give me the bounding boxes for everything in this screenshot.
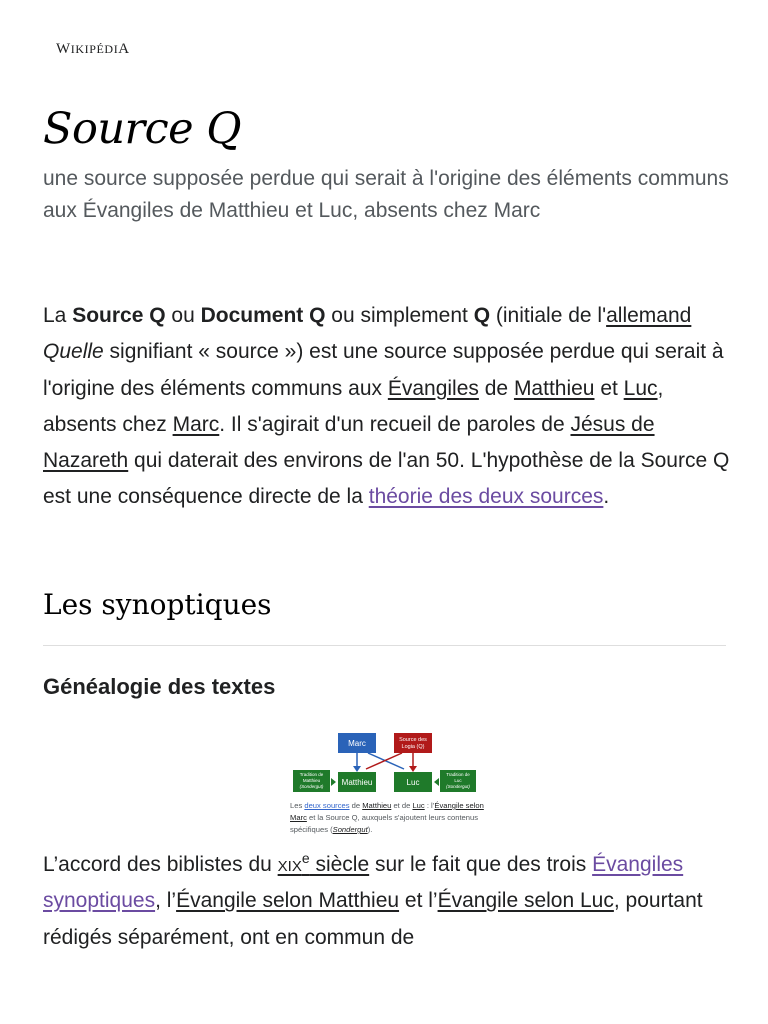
logo-letter-w: W xyxy=(56,41,71,57)
siecle-superscript: e xyxy=(301,850,310,866)
diagram-label-luc: Luc xyxy=(406,778,420,787)
caption-link-matthieu[interactable]: Matthieu xyxy=(362,801,392,810)
wikipedia-logo[interactable] xyxy=(56,41,130,58)
page-subtitle: une source supposée perdue qui serait à l'origine des éléments communs aux Évangiles de Matthieu et Luc, absents chez Marc xyxy=(43,167,729,222)
two-source-diagram-figure[interactable] xyxy=(290,731,484,836)
link-evangiles[interactable]: Évangiles xyxy=(387,376,479,400)
bold-source-q: Source Q xyxy=(72,304,166,327)
diagram-label-trad-m2: Matthieu xyxy=(302,778,321,783)
link-marc[interactable]: Marc xyxy=(172,412,220,436)
diagram-label-trad-m3: (Sondergut) xyxy=(299,784,324,789)
arrowhead-trad-luc xyxy=(434,778,439,786)
arrowhead-trad-matthieu xyxy=(331,778,336,786)
diagram-label-trad-l2: Luc xyxy=(454,778,462,783)
link-jesus-de-nazareth[interactable]: Jésus de Nazareth xyxy=(43,412,655,473)
two-source-diagram[interactable] xyxy=(290,731,478,797)
logo-letters-middle: IKIPÉDI xyxy=(70,42,119,56)
link-xixe-siecle[interactable] xyxy=(277,850,370,876)
section-heading-synoptiques[interactable]: Les synoptiques xyxy=(43,588,272,621)
synoptiques-paragraph: L’accord des biblistes du xix$^e$ siècle sur le fait que des trois Évangiles synoptiques, l’Évangile selon Matthieu et l’Évangile selon Luc, pourtant rédigés séparément, ont en commun de xyxy=(43,850,703,949)
link-evangiles-synoptiques[interactable]: Évangiles synoptiques xyxy=(43,853,684,913)
siecle-word: siècle xyxy=(309,853,370,876)
bold-q: Q xyxy=(473,304,491,327)
italic-quelle: Quelle xyxy=(43,340,104,364)
caption-link-luc[interactable]: Luc xyxy=(412,801,425,810)
link-theorie-des-deux-sources[interactable]: théorie des deux sources xyxy=(368,485,604,509)
figure-caption: Les deux sources de Matthieu et de Luc : l’Évangile selon Marc et la Source Q, auxquels s'ajoutent leurs contenus spécifiques (Sondergut). xyxy=(290,801,484,834)
siecle-roman-numeral: xix xyxy=(277,853,302,876)
diagram-label-source-2: Logia (Q) xyxy=(401,744,425,750)
link-evangile-selon-matthieu[interactable]: Évangile selon Matthieu xyxy=(176,889,400,913)
caption-link-deux-sources[interactable]: deux sources xyxy=(304,801,350,810)
subsection-heading-genealogie: Généalogie des textes xyxy=(43,674,276,699)
link-matthieu[interactable]: Matthieu xyxy=(513,376,595,400)
diagram-box-source xyxy=(394,733,432,753)
diagram-label-trad-l3: (Sondergut) xyxy=(446,784,470,789)
link-allemand[interactable]: allemand xyxy=(606,304,692,327)
arrow-source-matthieu xyxy=(366,753,402,769)
arrowhead-marc-matthieu xyxy=(353,766,361,772)
intro-paragraph: La Source Q ou Document Q ou simplement Q (initiale de l'allemand Quelle signifiant « source ») est une source supposée perdue qui serait à l'origine des éléments communs aux Évangiles de Matthieu et Luc, absents chez Marc. Il s'agirait d'un recueil de paroles de Jésus de Nazareth qui daterait des environs de l'an 50. L'hypothèse de la Source Q est une conséquence directe de la théorie des deux sources. xyxy=(43,304,730,509)
diagram-label-trad-l1: Tradition de xyxy=(446,772,470,777)
link-luc[interactable]: Luc xyxy=(623,376,658,400)
arrow-marc-luc xyxy=(368,753,404,769)
bold-document-q: Document Q xyxy=(200,304,326,327)
link-evangile-selon-luc[interactable]: Évangile selon Luc xyxy=(437,889,614,913)
diagram-label-marc: Marc xyxy=(348,739,366,748)
caption-link-sondergut[interactable]: Sondergut xyxy=(332,825,368,834)
diagram-label-trad-m1: Tradition de xyxy=(299,772,324,777)
diagram-label-source-1: Source des xyxy=(399,737,427,743)
diagram-label-matthieu: Matthieu xyxy=(341,778,373,787)
page-title: Source Q xyxy=(43,104,242,154)
arrowhead-source-luc xyxy=(409,766,417,772)
caption-link-evangile-marc[interactable]: Évangile selon Marc xyxy=(290,801,484,822)
section-divider xyxy=(43,645,726,646)
logo-letter-a: A xyxy=(118,41,130,57)
